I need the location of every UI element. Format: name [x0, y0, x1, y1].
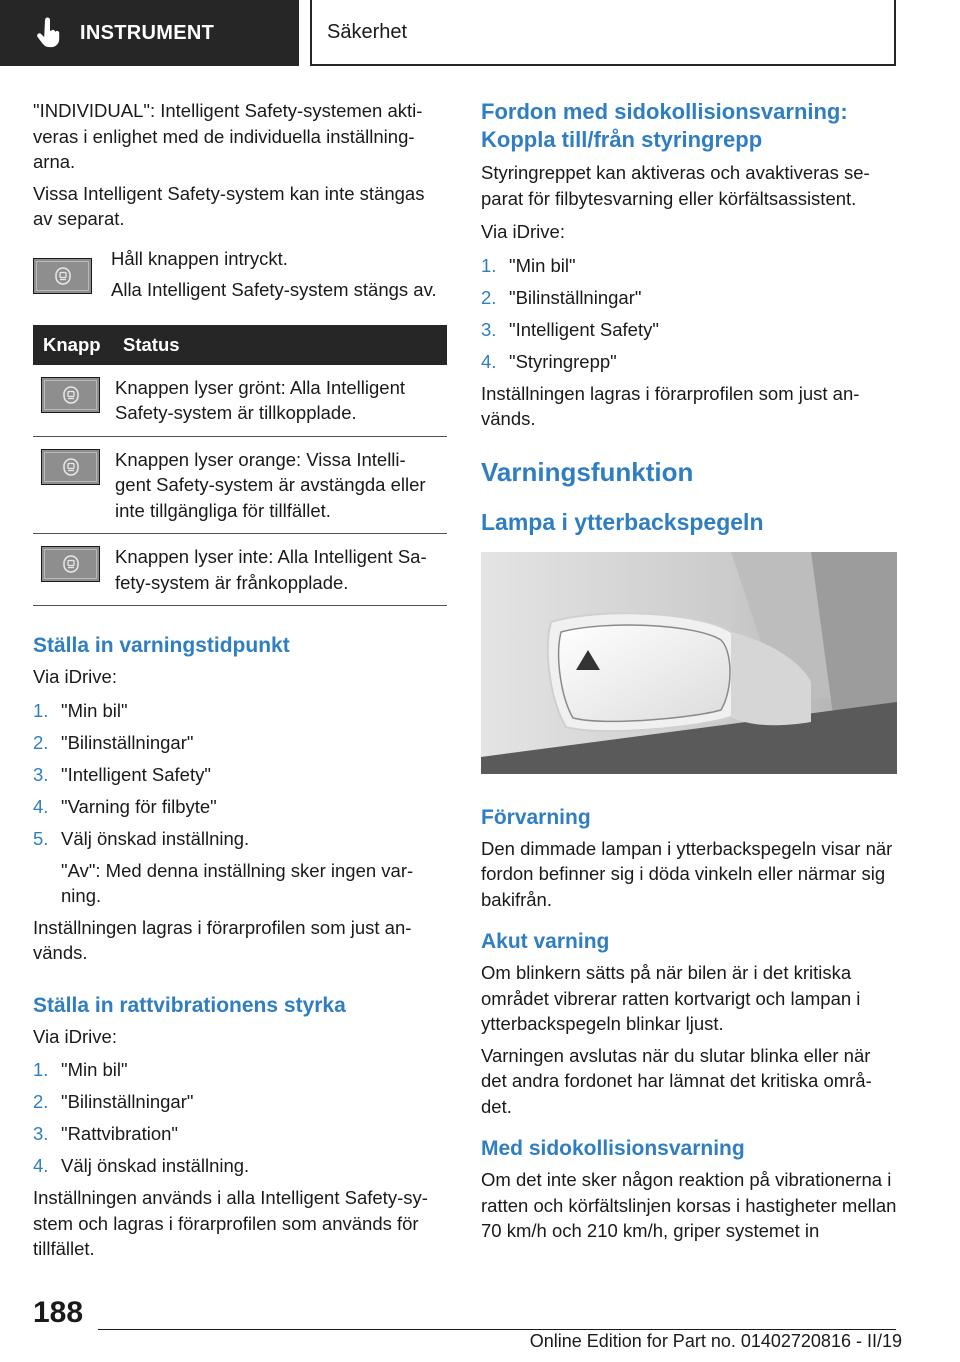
list-item: 1. "Min bil"	[33, 699, 128, 721]
section-body: Om det inte sker någon reaktion på vibrationerna i ratten och körfältslinjen korsas i hastigheter mellan 70 km/h och 210 km/h, griper systemet in	[481, 1169, 897, 1241]
list-item: 3. "Rattvibration"	[33, 1123, 178, 1144]
via-idrive-text: Via iDrive:	[481, 221, 565, 242]
mirror-photo	[481, 552, 897, 774]
section-body: Styringreppet kan aktiveras och avaktiveras se-parat för filbytesvarning eller körfältsassistent.	[481, 162, 870, 209]
safety-button-icon	[41, 546, 100, 582]
list-item: 4. "Varning för filbyte"	[33, 795, 217, 817]
table-cell-status: Knappen lyser grönt: Alla Intelligent Safety-system är tillkopplade.	[113, 365, 447, 437]
steps-list	[33, 698, 447, 852]
press-instruction	[33, 246, 447, 309]
steps-list	[481, 253, 897, 375]
hand-pointer-icon	[34, 16, 64, 50]
press-text-line: Alla Intelligent Safety-system stängs av.	[111, 279, 437, 300]
section-heading: Lampa i ytterbackspegeln	[481, 508, 764, 535]
section-heading: Ställa in rattvibrationens styrka	[33, 993, 346, 1017]
chapter-heading: Varningsfunktion	[481, 456, 694, 487]
section-heading: Ställa in varningstidpunkt	[33, 634, 290, 657]
list-item: 2. "Bilinställningar"	[33, 731, 194, 753]
steps-list	[33, 1057, 447, 1179]
section-heading: Akut varning	[481, 930, 610, 953]
table-row	[33, 365, 447, 437]
section-heading: Med sidokollisionsvarning	[481, 1137, 745, 1160]
table-row	[33, 436, 447, 534]
table-row	[33, 534, 447, 606]
safety-button-icon	[41, 377, 100, 413]
right-column	[481, 98, 897, 1250]
settings-saved-text: Inställningen lagras i förarprofilen som just an-vänds.	[33, 916, 412, 963]
section-body: Om blinkern sätts på när bilen är i det kritiska området vibrerar ratten kortvarigt och lampan i ytterbackspegeln blinkar ljust.	[481, 962, 861, 1034]
table-header-button: Knapp	[33, 325, 113, 365]
header-section-label: INSTRUMENT	[80, 21, 215, 44]
header-chapter-label: Säkerhet	[327, 20, 408, 43]
list-item: 2. "Bilinställningar"	[481, 286, 642, 308]
section-body: Varningen avslutas när du slutar blinka eller när det andra fordonet har lämnat det kritiska områ-det.	[481, 1044, 872, 1117]
table-cell-status: Knappen lyser orange: Vissa Intelli-gent Safety-system är avstängda eller inte tillgängliga för tillfället.	[113, 436, 447, 534]
table-header-status: Status	[113, 325, 447, 365]
settings-saved-text: Inställningen används i alla Intelligent Safety-sy-stem och lagras i förarprofilen som används för tillfället.	[33, 1187, 428, 1259]
via-idrive-text: Via iDrive:	[33, 666, 117, 687]
list-item: 3. "Intelligent Safety"	[33, 763, 211, 785]
table-cell-status: Knappen lyser inte: Alla Intelligent Sa-fety-system är frånkopplade.	[113, 534, 447, 606]
step-note: "Av": Med denna inställning sker ingen var-ning.	[61, 859, 414, 906]
list-item: 3. "Intelligent Safety"	[481, 318, 659, 340]
footer-divider	[98, 1329, 896, 1330]
intro-paragraph: "INDIVIDUAL": Intelligent Safety-systemen akti-veras i enlighet med de individuella inställning-arna.	[33, 100, 423, 172]
safety-button-icon	[33, 258, 92, 294]
list-item: 1. "Min bil"	[481, 254, 576, 276]
page-number: 188	[33, 1296, 84, 1329]
list-item: 5. Välj önskad inställning.	[33, 827, 250, 849]
footer-edition: Online Edition for Part no. 01402720816 - II/19	[529, 1331, 902, 1351]
left-column	[33, 98, 447, 1268]
intro-paragraph: Vissa Intelligent Safety-system kan inte stängas av separat.	[33, 182, 425, 229]
list-item: 4. Välj önskad inställning.	[33, 1155, 250, 1176]
section-body: Den dimmade lampan i ytterbackspegeln visar när fordon befinner sig i döda vinkeln eller närmar sig bakifrån.	[481, 837, 893, 910]
section-heading: Fordon med sidokollisionsvarning: Koppla till/från styringrepp	[481, 99, 848, 152]
list-item: 4. "Styringrepp"	[481, 350, 617, 372]
section-heading: Förvarning	[481, 805, 591, 829]
via-idrive-text: Via iDrive:	[33, 1025, 117, 1047]
list-item: 1. "Min bil"	[33, 1059, 128, 1080]
header-chapter-box	[310, 0, 896, 66]
list-item: 2. "Bilinställningar"	[33, 1091, 194, 1112]
button-status-table	[33, 325, 447, 607]
settings-saved-text: Inställningen lagras i förarprofilen som just an-vänds.	[481, 382, 860, 429]
safety-button-icon	[41, 449, 100, 485]
press-text-line: Håll knappen intryckt.	[111, 247, 288, 269]
header-section-tab	[0, 0, 299, 66]
